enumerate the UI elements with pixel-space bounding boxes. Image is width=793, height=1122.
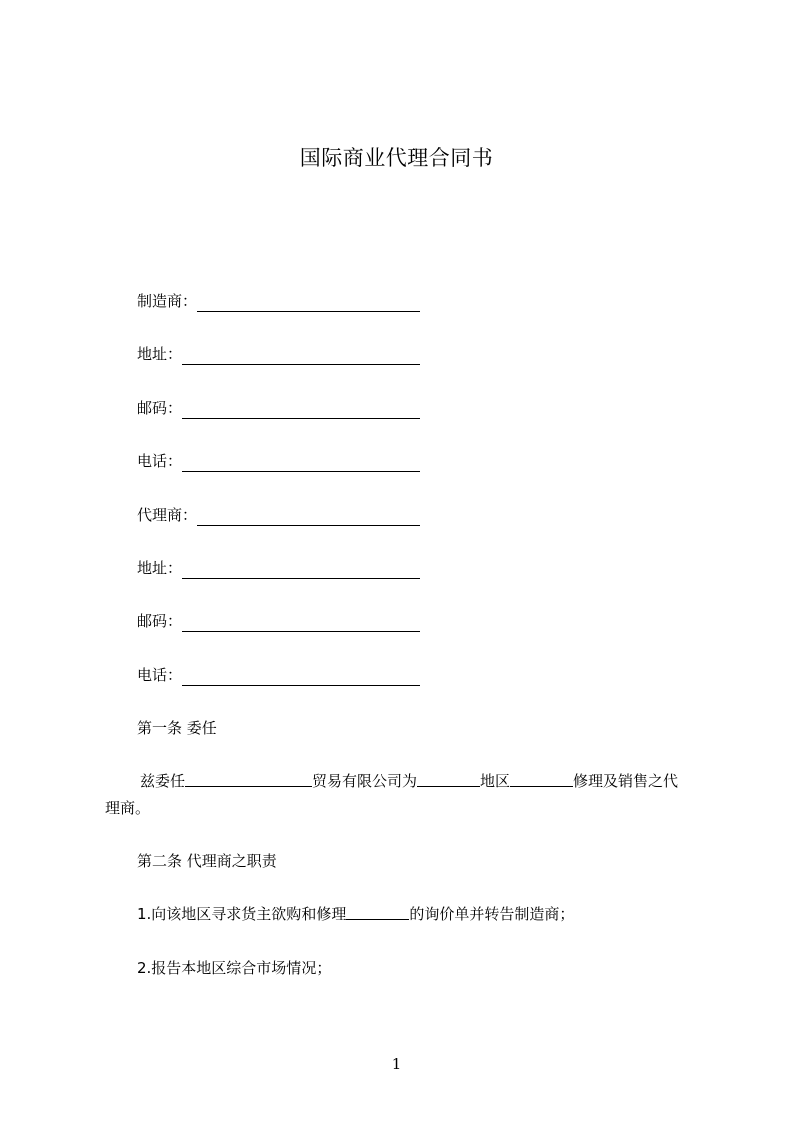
manufacturer-address-field bbox=[137, 343, 420, 365]
agent-address-field bbox=[137, 557, 420, 579]
article2-item1-blank[interactable] bbox=[346, 904, 409, 920]
agent-phone-blank[interactable] bbox=[182, 669, 420, 686]
article1-text-2: 贸易有限公司为 bbox=[312, 772, 418, 790]
manufacturer-label: 制造商： bbox=[137, 292, 198, 310]
manufacturer-field bbox=[137, 290, 420, 312]
article1-text-1: 兹委任 bbox=[140, 772, 186, 790]
article2-heading: 第二条 代理商之职责 bbox=[137, 852, 277, 870]
manufacturer-address-label: 地址： bbox=[137, 345, 183, 363]
manufacturer-blank[interactable] bbox=[197, 295, 420, 312]
article1-heading: 第一条 委任 bbox=[137, 719, 217, 737]
article1-text-3: 地区 bbox=[480, 772, 511, 790]
article1-text-4: 修理及销售之代 bbox=[573, 772, 679, 790]
page-number: 1 bbox=[391, 1055, 402, 1073]
manufacturer-phone-label: 电话： bbox=[137, 452, 183, 470]
article2-item1-text-1: 1.向该地区寻求货主欲购和修理 bbox=[137, 905, 347, 923]
agent-phone-field bbox=[137, 664, 420, 686]
agent-field bbox=[137, 504, 420, 526]
article1-product-blank[interactable] bbox=[510, 771, 573, 787]
article2-item1 bbox=[137, 903, 574, 925]
article1-region-blank[interactable] bbox=[417, 771, 480, 787]
article1-paragraph-line2: 理商。 bbox=[105, 799, 151, 817]
manufacturer-postcode-blank[interactable] bbox=[182, 402, 420, 419]
agent-postcode-label: 邮码： bbox=[137, 612, 183, 630]
document-title: 国际商业代理合同书 bbox=[299, 146, 494, 170]
manufacturer-phone-blank[interactable] bbox=[182, 455, 420, 472]
manufacturer-postcode-label: 邮码： bbox=[137, 399, 183, 417]
article1-company-blank[interactable] bbox=[185, 771, 312, 787]
agent-address-label: 地址： bbox=[137, 559, 183, 577]
agent-phone-label: 电话： bbox=[137, 666, 183, 684]
article2-item2: 2.报告本地区综合市场情况； bbox=[137, 959, 332, 977]
agent-blank[interactable] bbox=[197, 509, 420, 526]
manufacturer-phone-field bbox=[137, 450, 420, 472]
agent-postcode-blank[interactable] bbox=[182, 615, 420, 632]
manufacturer-postcode-field bbox=[137, 397, 420, 419]
agent-address-blank[interactable] bbox=[182, 562, 420, 579]
agent-postcode-field bbox=[137, 610, 420, 632]
manufacturer-address-blank[interactable] bbox=[182, 348, 420, 365]
article1-paragraph bbox=[140, 770, 678, 792]
article2-item1-text-2: 的询价单并转告制造商； bbox=[409, 905, 575, 923]
agent-label: 代理商： bbox=[137, 506, 198, 524]
